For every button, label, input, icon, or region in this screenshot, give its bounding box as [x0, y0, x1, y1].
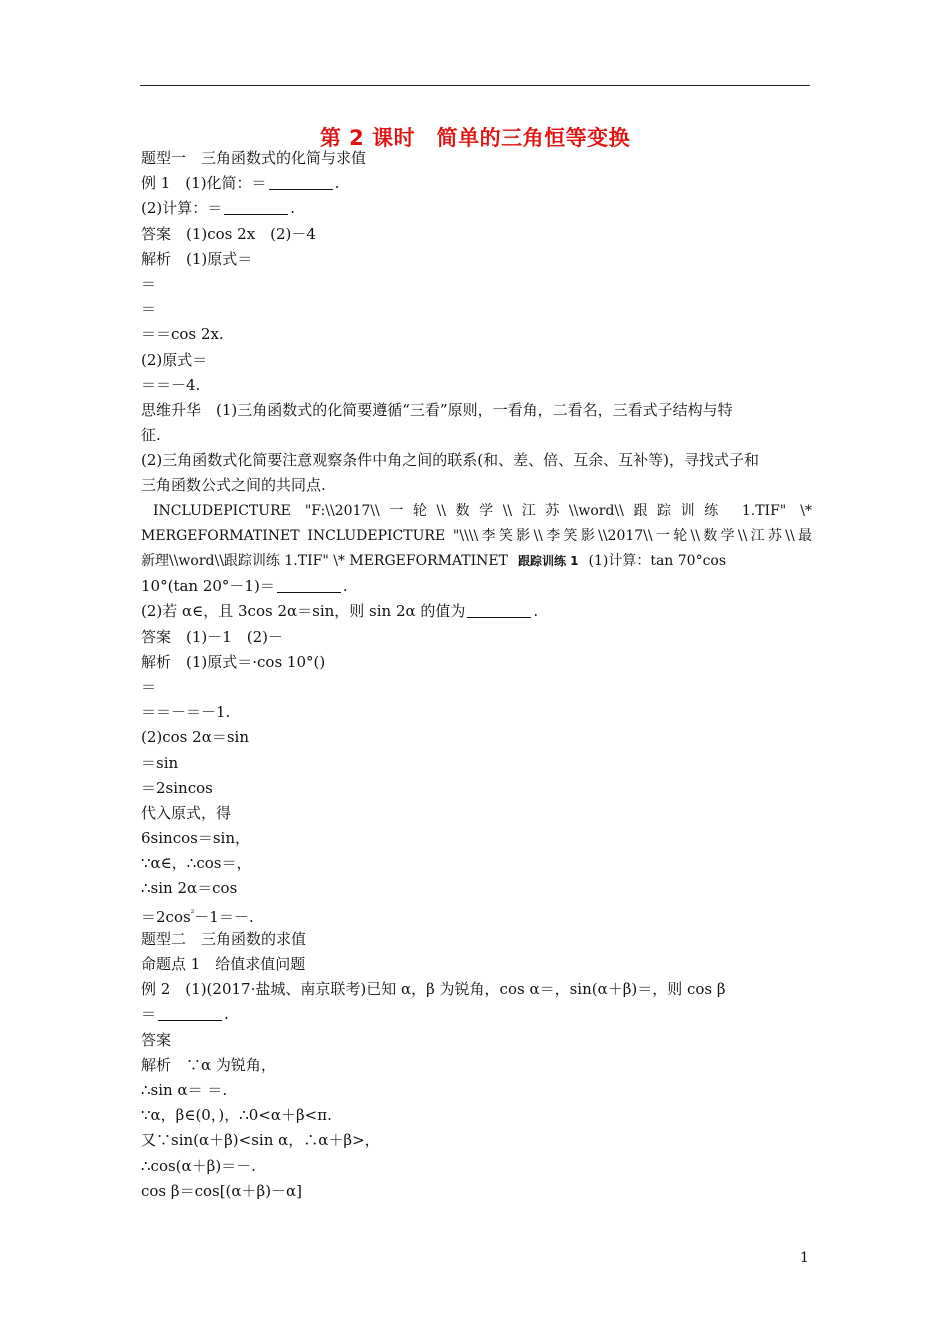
text-line: ＝2sincos — [141, 778, 213, 797]
text-line: ∵α，β∈(0，)，∴0<α＋β<π. — [141, 1106, 332, 1125]
text-line: ＝＝－4. — [141, 375, 201, 394]
tracking-exercise-label: 跟踪训练 1 — [517, 554, 579, 568]
text-line: cos β＝cos[(α＋β)－α] — [141, 1181, 303, 1200]
text-line: 题型二 三角函数的求值 — [141, 929, 307, 948]
text-line: ＝ — [141, 274, 157, 293]
text-line: ＝ — [141, 677, 157, 696]
text-line: ∴sin 2α＝cos — [141, 879, 238, 898]
text-line: 解析 (1)原式＝ — [141, 249, 253, 268]
text-line: 答案 (1)cos 2x (2)－4 — [141, 224, 316, 243]
text-line: 答案 — [141, 1030, 172, 1049]
text-line: (2)计算：＝ . — [141, 199, 296, 218]
text-line: 代入原式，得 — [141, 803, 232, 822]
text-line: ＝＝－＝－1. — [141, 703, 231, 722]
text-line: ∴sin α＝ ＝. — [141, 1080, 228, 1099]
text-line: 解析 (1)原式＝·cos 10°() — [141, 652, 326, 671]
answer-blank[interactable] — [224, 200, 288, 215]
text-line: 又∵sin(α＋β)<sin α，∴α＋β>， — [141, 1131, 380, 1150]
text-line: ∴cos(α＋β)＝－. — [141, 1156, 256, 1175]
text-line: 例 1 (1)化简：＝ . — [141, 174, 340, 193]
answer-blank[interactable] — [158, 1006, 222, 1021]
document-body — [141, 146, 812, 1204]
text-line: 题型一 三角函数式的化简与求值 — [141, 149, 367, 167]
text-line: 解析 ∵α 为锐角， — [141, 1055, 276, 1074]
text-line: ∵α∈，∴cos＝， — [141, 854, 252, 873]
text-line: ＝ . — [141, 1005, 229, 1024]
text-line: ＝＝cos 2x. — [141, 325, 224, 344]
page-number: 1 — [800, 1250, 809, 1266]
text-line: (2)若 α∈，且 3cos 2α＝sin，则 sin 2α 的值为 . — [141, 602, 539, 621]
text-line: $=2\cos^{^2}-1=-$. — [141, 907, 254, 926]
text-line: 三角函数公式之间的共同点. — [141, 476, 326, 495]
answer-blank[interactable] — [269, 175, 333, 190]
text-line: 6sincos＝sin， — [141, 829, 250, 848]
text-line: (2)cos 2α＝sin — [141, 728, 249, 747]
header-rule — [140, 85, 810, 86]
text-line: 思维升华 (1)三角函数式的化简要遵循“三看”原则，一看角，二看名，三看式子结构与特 — [141, 400, 733, 419]
text-line: 命题点 1 给值求值问题 — [141, 955, 306, 973]
text-line: 征. — [141, 426, 161, 445]
field-code-line: INCLUDEPICTURE "F:\\2017\\一轮\\数学\\江苏\\word\\跟踪训练 1.TIF" \* — [153, 502, 812, 519]
text-line: 答案 (1)－1 (2)－ — [141, 627, 284, 646]
text-line: 例 2 (1)(2017·盐城、南京联考)已知 α，β 为锐角，cos α＝，sin(α＋β)＝，则 cos β — [141, 980, 726, 999]
field-code-line: 新理\\word\\跟踪训练 1.TIF" \* MERGEFORMATINET 跟踪训练 1 (1)计算：tan 70°cos — [141, 553, 727, 569]
field-code-line: MERGEFORMATINET INCLUDEPICTURE "\\\\李笑影\\李笑影\\2017\\一轮\\数学\\江苏\\最 — [141, 527, 812, 544]
text-line: ＝ — [141, 300, 157, 319]
answer-blank[interactable] — [277, 578, 341, 593]
page-title: 第 2 课时 简单的三角恒等变换 — [319, 126, 631, 150]
text-line: ＝sin — [141, 753, 179, 772]
answer-blank[interactable] — [467, 603, 531, 618]
text-line: (2)三角函数式化简要注意观察条件中角之间的联系(和、差、倍、互余、互补等)，寻找式子和 — [141, 451, 759, 470]
text-line: (2)原式＝ — [141, 350, 208, 369]
text-line: 10°(tan 20°－1)＝ . — [141, 577, 348, 596]
